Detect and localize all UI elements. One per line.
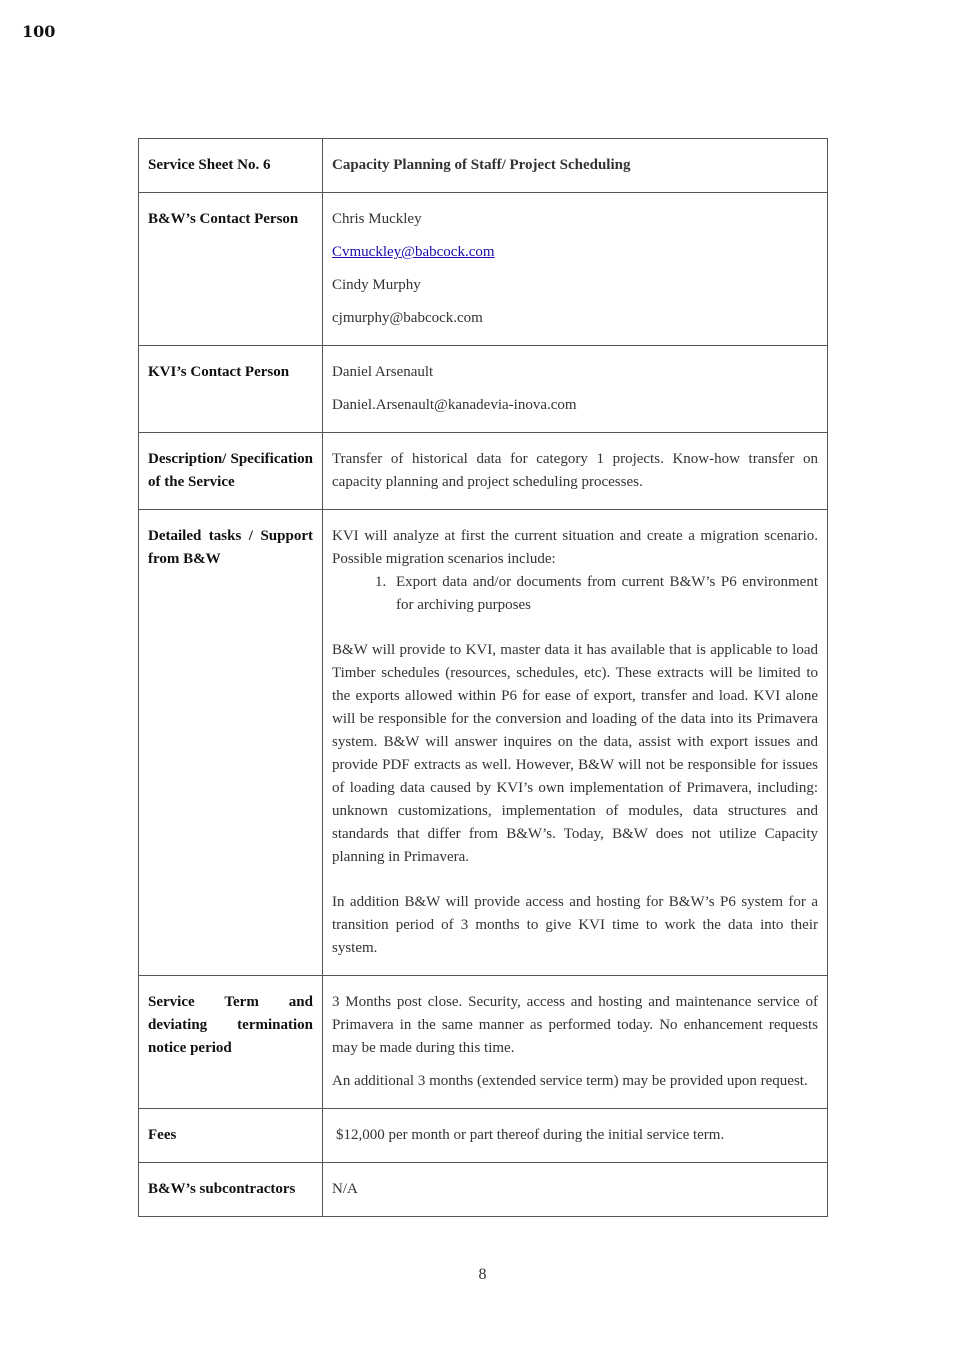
kvi-contact-label: KVI’s Contact Person (139, 346, 323, 433)
tasks-paragraph: In addition B&W will provide access and hosting for B&W’s P6 system for a transition period of 3 months to give KVI time to work the data into their system. (332, 894, 818, 956)
table-row (139, 346, 828, 433)
tasks-label: Detailed tasks / Support from B&W (139, 510, 323, 976)
scenario-list (332, 571, 818, 617)
table-row (139, 1109, 828, 1163)
service-sheet-label: Service Sheet No. 6 (139, 139, 323, 193)
table-row (139, 193, 828, 346)
subcontractors-label: B&W’s subcontractors (139, 1163, 323, 1217)
table-row (139, 976, 828, 1109)
tasks-intro: KVI will analyze at first the current situation and create a migration scenario. Possible migration scenarios include: (332, 528, 818, 567)
service-sheet-title: Capacity Planning of Staff/ Project Scheduling (323, 139, 828, 193)
service-sheet-table (138, 138, 828, 1217)
subcontractors-value: N/A (323, 1163, 828, 1217)
contact-name: Cindy Murphy (332, 277, 421, 293)
list-item: 1. Export data and/or documents from current B&W’s P6 environment for archiving purposes (390, 571, 818, 617)
contact-name: Chris Muckley (332, 211, 422, 227)
description-text: Transfer of historical data for category 1 projects. Know-how transfer on capacity planning and project scheduling processes. (323, 433, 828, 510)
table-row (139, 433, 828, 510)
page-marker: 100 (22, 22, 56, 41)
term-cell (323, 976, 828, 1109)
tasks-cell (323, 510, 828, 976)
table-row (139, 1163, 828, 1217)
contact-email: cjmurphy@babcock.com (332, 310, 483, 326)
term-paragraph: 3 Months post close. Security, access and hosting and maintenance service of Primavera in the same manner as performed today. No enhancement requests may be made during this time. (332, 994, 818, 1056)
bw-contact-label: B&W’s Contact Person (139, 193, 323, 346)
fees-value: $12,000 per month or part thereof during the initial service term. (323, 1109, 828, 1163)
page-number: 8 (478, 1266, 487, 1283)
contact-email: Daniel.Arsenault@kanadevia-inova.com (332, 397, 577, 413)
table-row (139, 510, 828, 976)
term-paragraph: An additional 3 months (extended service term) may be provided upon request. (332, 1073, 808, 1089)
term-label: Service Term and deviating termination notice period (139, 976, 323, 1109)
description-label: Description/ Specification of the Service (139, 433, 323, 510)
bw-contact-cell (323, 193, 828, 346)
tasks-paragraph: B&W will provide to KVI, master data it has available that is applicable to load Timber schedules (resources, schedules, etc). These extracts will be limited to the exports allowed within P6 for ease of export, transfer and load. KVI alone will be responsible for the conversion and loading of the data into its Primavera system. B&W will answer inquires on the data, assist with export issues and provide PDF extracts as well. However, B&W will not be responsible for issues of loading data caused by KVI’s own implementation of Primavera, including: unknown customizations, implementation of modules, data structures and standards that differ from B&W’s. Today, B&W does not utilize Capacity planning in Primavera. (332, 642, 818, 865)
contact-name: Daniel Arsenault (332, 364, 434, 380)
fees-label: Fees (139, 1109, 323, 1163)
kvi-contact-cell (323, 346, 828, 433)
table-row (139, 139, 828, 193)
contact-email-link[interactable]: Cvmuckley@babcock.com (332, 244, 495, 260)
